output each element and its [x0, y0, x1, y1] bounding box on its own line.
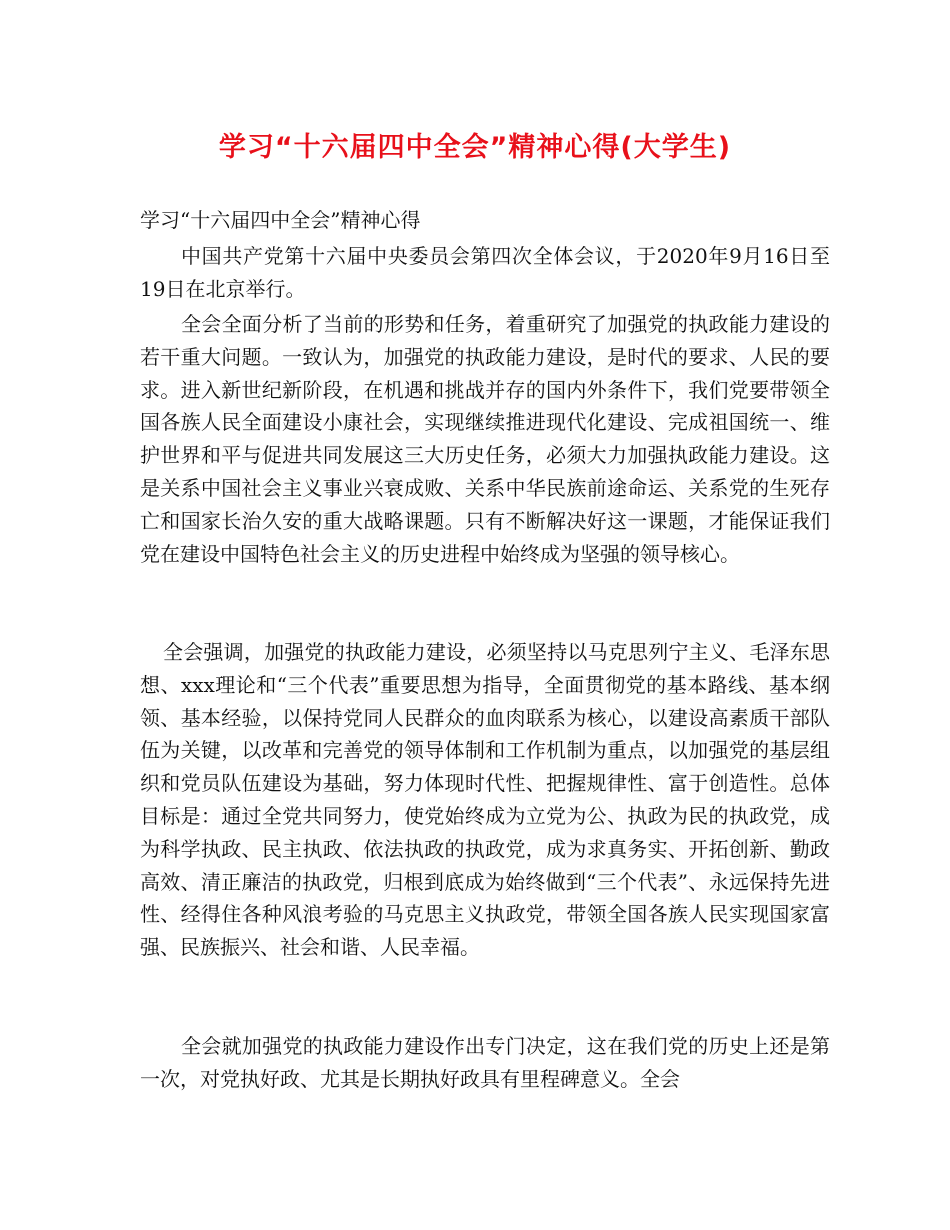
document-subtitle: 学习“十六届四中全会”精神心得 [140, 208, 421, 232]
paragraph-3: 全会强调，加强党的执政能力建设，必须坚持以马克思列宁主义、毛泽东思想、xxx理论和“三个代表”重要思想为指导，全面贯彻党的基本路线、基本纲领、基本经验，以保持党同人民群众的血肉联系为核心，以建设高素质干部队伍为关键，以改革和完善党的领导体制和工作机制为重点，以加强党的基层组织和党员队伍建设为基础，努力体现时代性、把握规律性、富于创造性。总体目标是：通过全党共同努力，使党始终成为立党为公、执政为民的执政党，成为科学执政、民主执政、依法执政的执政党，成为求真务实、开拓创新、勤政高效、清正廉洁的执政党，归根到底成为始终做到“三个代表”、永远保持先进性、经得住各种风浪考验的马克思主义执政党，带领全国各族人民实现国家富强、民族振兴、社会和谐、人民幸福。 [140, 640, 830, 960]
paragraph-4: 全会就加强党的执政能力建设作出专门决定，这在我们党的历史上还是第一次，对党执好政、尤其是长期执好政具有里程碑意义。全会 [140, 1034, 830, 1091]
document-title: 学习“十六届四中全会”精神心得(大学生) [218, 132, 732, 163]
paragraph-2: 全会全面分析了当前的形势和任务，着重研究了加强党的执政能力建设的若干重大问题。一致认为，加强党的执政能力建设，是时代的要求、人民的要求。进入新世纪新阶段，在机遇和挑战并存的国内外条件下，我们党要带领全国各族人民全面建设小康社会，实现继续推进现代化建设、完成祖国统一、维护世界和平与促进共同发展这三大历史任务，必须大力加强执政能力建设。这是关系中国社会主义事业兴衰成败、关系中华民族前途命运、关系党的生死存亡和国家长治久安的重大战略课题。只有不断解决好这一课题，才能保证我们党在建设中国特色社会主义的历史进程中始终成为坚强的领导核心。 [140, 312, 830, 566]
paragraph-1: 中国共产党第十六届中央委员会第四次全体会议，于2020年9月16日至19日在北京举行。 [140, 244, 830, 301]
